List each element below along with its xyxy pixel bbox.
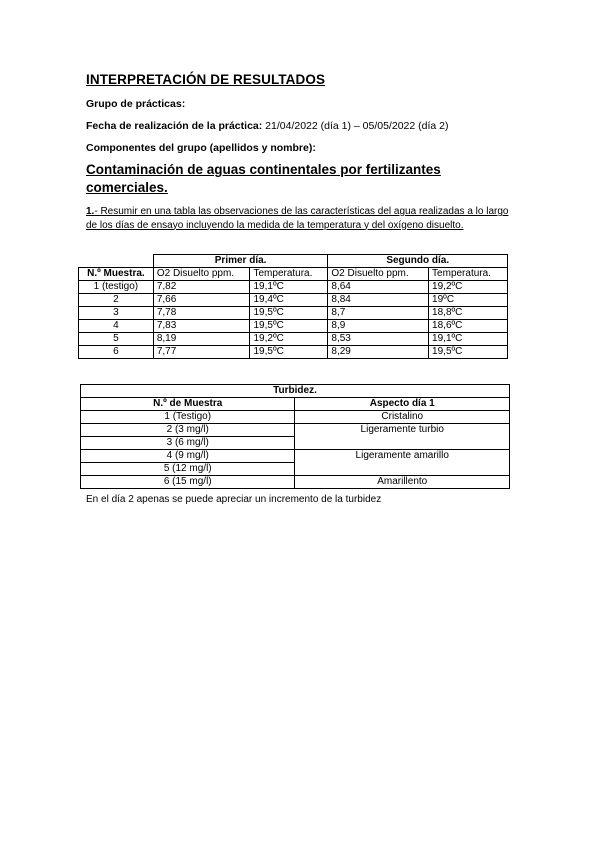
temp-day1-cell: 19,5ºC [250,320,328,333]
temp-day2-cell: 19,2ºC [429,281,508,294]
column-header: Aspecto día 1 [295,398,510,411]
question-text: - Resumir en una tabla las observaciones de las características del agua realizadas a lo largo de los días de ensayo incluyendo la medida de la temperatura y del oxígeno disuelto. [86,206,509,231]
aspect-cell: Amarillento [295,476,510,489]
temp-day1-cell: 19,5ºC [250,307,328,320]
question-number: 1. [86,206,95,217]
temp-day1-cell: 19,4ºC [250,294,328,307]
column-header: O2 Disuelto ppm. [328,268,429,281]
observations-table [78,254,508,359]
o2-day1-cell: 7,77 [153,346,250,359]
temp-day1-cell: 19,1ºC [250,281,328,294]
sample-cell: 6 (15 mg/l) [81,476,295,489]
fecha-line [86,120,448,132]
aspect-cell: Ligeramente amarillo [295,450,510,476]
sample-cell: 2 [79,294,154,307]
table-row [79,333,508,346]
empty-corner-cell [79,255,154,268]
temp-day2-cell: 19,1ºC [429,333,508,346]
aspect-cell: Ligeramente turbio [295,424,510,450]
column-header: Temperatura. [429,268,508,281]
sample-cell: 1 (testigo) [79,281,154,294]
column-header: N.º de Muestra [81,398,295,411]
o2-day1-cell: 7,83 [153,320,250,333]
temp-day2-cell: 19ºC [429,294,508,307]
table-row [81,411,510,424]
o2-day1-cell: 8,19 [153,333,250,346]
sample-cell: 4 [79,320,154,333]
section-title: Contaminación de aguas continentales por fertilizantes comerciales. [86,162,441,195]
sample-cell: 5 (12 mg/l) [81,463,295,476]
column-header: Temperatura. [250,268,328,281]
sample-cell: 1 (Testigo) [81,411,295,424]
sample-cell: 2 (3 mg/l) [81,424,295,437]
o2-day2-cell: 8,64 [328,281,429,294]
column-header: N.º Muestra. [79,268,154,281]
table-header-row [79,268,508,281]
turbidity-note: En el día 2 apenas se puede apreciar un incremento de la turbidez [86,494,382,505]
table-group-header-row [79,255,508,268]
turbidity-header-row [81,398,510,411]
temp-day2-cell: 18,6ºC [429,320,508,333]
o2-day2-cell: 8,29 [328,346,429,359]
sample-cell: 3 [79,307,154,320]
table-row [79,281,508,294]
table-row [79,346,508,359]
grupo-line [86,98,185,110]
turbidity-table [80,384,510,489]
o2-day2-cell: 8,9 [328,320,429,333]
temp-day1-cell: 19,5ºC [250,346,328,359]
temp-day2-cell: 19,5ºC [429,346,508,359]
o2-day2-cell: 8,7 [328,307,429,320]
table-row [79,307,508,320]
componentes-line [86,142,316,154]
o2-day1-cell: 7,78 [153,307,250,320]
table-row [79,320,508,333]
sample-cell: 6 [79,346,154,359]
group-header-day1: Primer día. [153,255,328,268]
aspect-cell: Cristalino [295,411,510,424]
table-row [81,424,510,437]
o2-day1-cell: 7,66 [153,294,250,307]
document-title: INTERPRETACIÓN DE RESULTADOS [86,72,326,87]
fecha-value: 21/04/2022 (día 1) – 05/05/2022 (día 2) [262,120,449,132]
temp-day1-cell: 19,2ºC [250,333,328,346]
componentes-label: Componentes del grupo (apellidos y nombre): [86,142,316,154]
o2-day1-cell: 7,82 [153,281,250,294]
table-row [81,450,510,463]
o2-day2-cell: 8,53 [328,333,429,346]
question-1 [86,205,516,232]
column-header: O2 Disuelto ppm. [153,268,250,281]
sample-cell: 3 (6 mg/l) [81,437,295,450]
o2-day2-cell: 8,84 [328,294,429,307]
sample-cell: 4 (9 mg/l) [81,450,295,463]
table-row [81,476,510,489]
temp-day2-cell: 18,8ºC [429,307,508,320]
turbidity-title: Turbidez. [81,385,510,398]
table-row [79,294,508,307]
sample-cell: 5 [79,333,154,346]
group-header-day2: Segundo día. [328,255,508,268]
turbidity-title-row [81,385,510,398]
grupo-label: Grupo de prácticas: [86,98,186,110]
fecha-label: Fecha de realización de la práctica: [86,120,263,132]
